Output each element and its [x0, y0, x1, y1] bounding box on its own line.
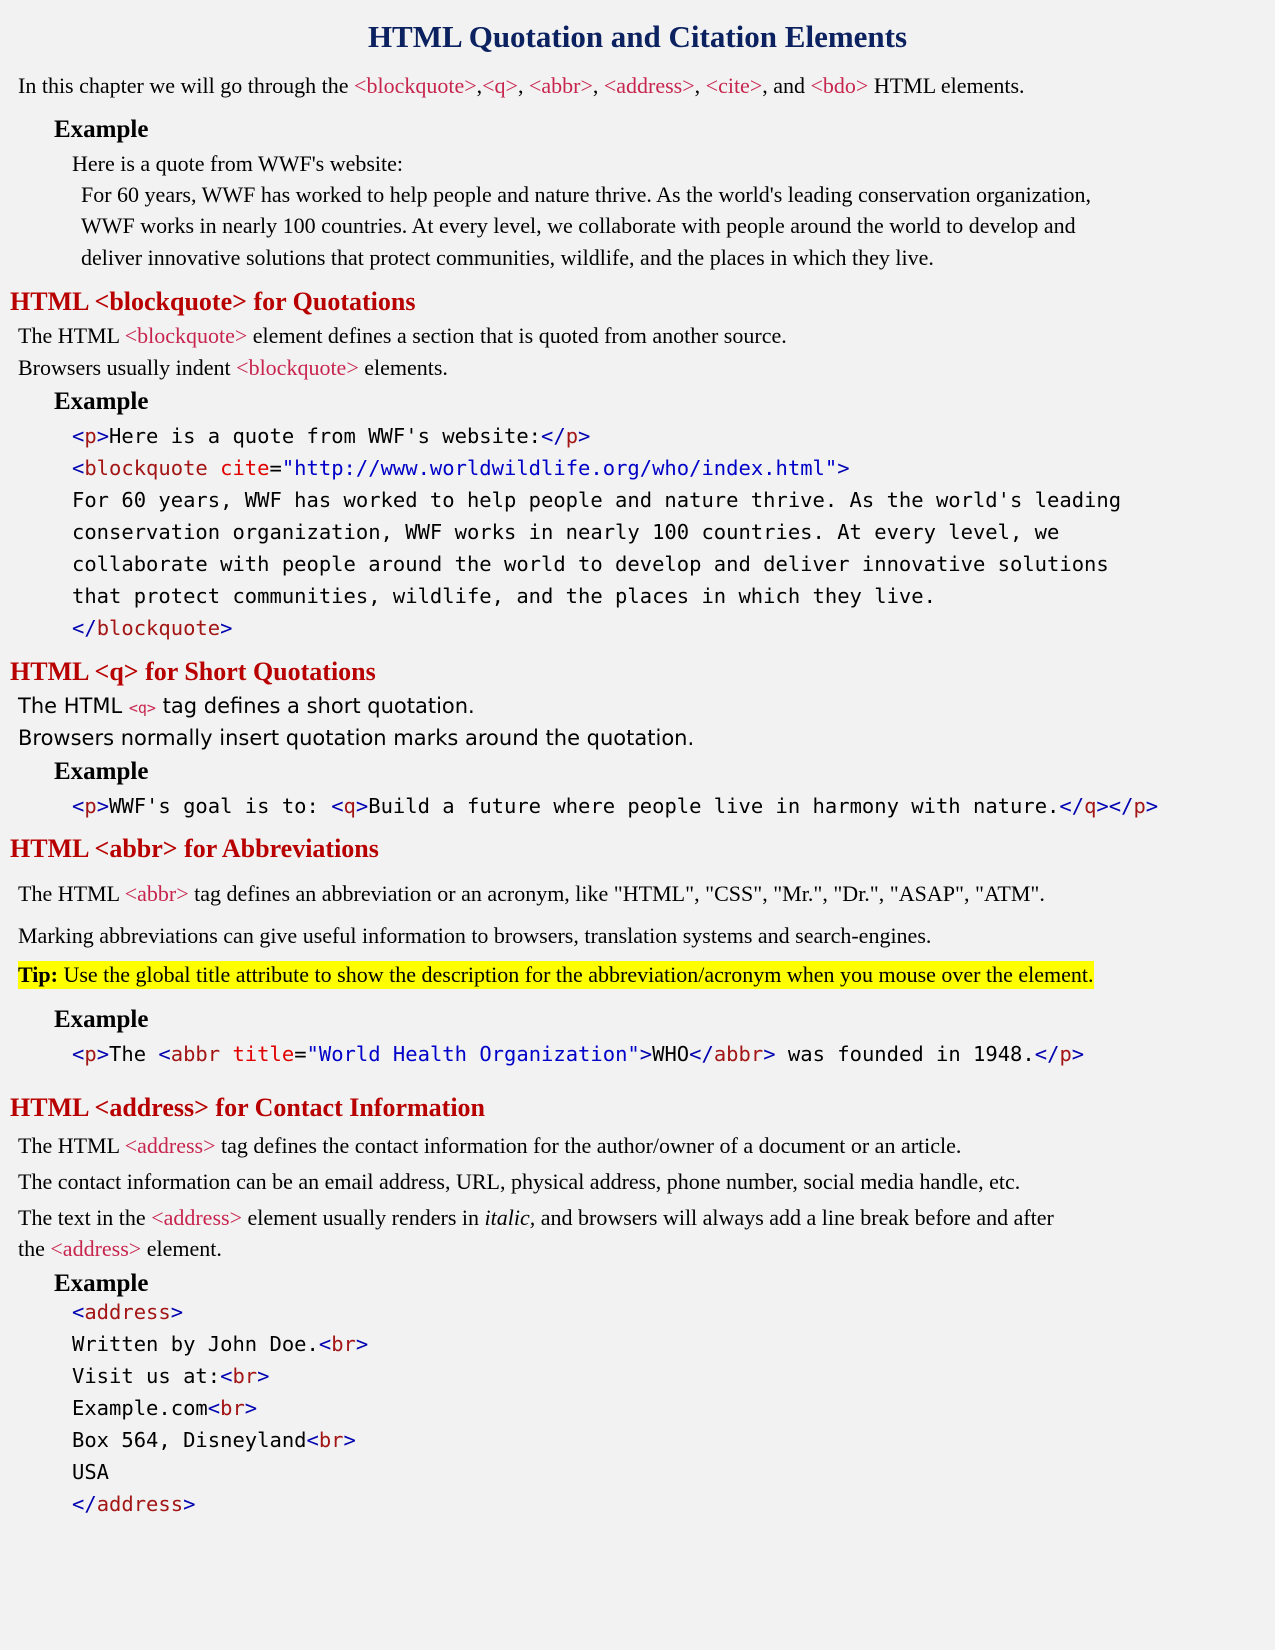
section-heading-address: HTML <address> for Contact Information [10, 1093, 486, 1122]
text-segment: HTML elements. [868, 73, 1025, 98]
text-segment: > [837, 456, 850, 480]
paragraph [18, 353, 448, 383]
text-segment: <abbr> [528, 73, 593, 98]
text-segment: <address> [151, 1205, 242, 1230]
paragraph [18, 723, 694, 753]
text-segment: Box 564, Disneyland [72, 1428, 307, 1452]
blockquote-line: deliver innovative solutions that protect communities, wildlife, and the places in which they live. [81, 245, 934, 270]
text-segment: p [1059, 1042, 1072, 1066]
text-segment: > [96, 424, 110, 448]
text-segment: </ [689, 1042, 714, 1066]
text-segment: br [318, 1428, 344, 1452]
text-segment: <cite> [705, 73, 763, 98]
code-line [72, 549, 1109, 579]
code-line [72, 421, 590, 451]
text-segment: The HTML [18, 694, 129, 718]
text-segment: > [1145, 794, 1159, 818]
text-segment: < [331, 794, 344, 818]
section-heading-q: HTML <q> for Short Quotations [10, 657, 376, 686]
text-segment: abbr [713, 1042, 764, 1066]
text-segment: p [565, 424, 579, 448]
paragraph [18, 691, 475, 723]
text-segment: < [72, 424, 85, 448]
text-segment: q [343, 794, 356, 818]
text-segment: address [84, 1300, 171, 1324]
text-segment: > [96, 1042, 110, 1066]
text-segment: abbr [170, 1042, 221, 1066]
text-segment: br [232, 1364, 258, 1388]
example-lead: Here is a quote from WWF's website: [72, 151, 404, 176]
text-segment: Use the global title attribute to show the description for the abbreviation/acronym when you mouse over the element. [57, 962, 1094, 987]
text-segment: "http://www.worldwildlife.org/who/index.html" [281, 456, 838, 480]
text-segment: < [318, 1332, 332, 1356]
code-line [72, 1489, 195, 1519]
text-segment: < [72, 794, 85, 818]
text-segment: title [220, 1042, 295, 1066]
text-segment: and browsers will always add a line break before and after [535, 1205, 1054, 1230]
paragraph [18, 1234, 222, 1264]
code-line [72, 613, 232, 643]
text-segment: br [331, 1332, 356, 1356]
text-segment: Written by John Doe. [72, 1332, 319, 1356]
text-segment: > [220, 616, 233, 640]
text-segment: , [592, 73, 604, 98]
paragraph [18, 1167, 1020, 1197]
blockquote-line: WWF works in nearly 100 countries. At every level, we collaborate with people around the world to develop and [81, 213, 1076, 238]
text-segment: The HTML [18, 1133, 125, 1158]
text-segment: blockquote [96, 616, 221, 640]
text-segment: </ [72, 616, 97, 640]
page-title: HTML Quotation and Citation Elements [367, 19, 908, 54]
text-segment: The text in the [18, 1205, 152, 1230]
text-segment: tag defines the contact information for the author/owner of a document or an article. [215, 1133, 962, 1158]
section-heading-blockquote: HTML <blockquote> for Quotations [10, 287, 416, 316]
text-segment: < [72, 1300, 85, 1324]
example-label: Example [54, 1006, 149, 1033]
tip-highlight [18, 961, 1094, 989]
text-segment: q [1084, 794, 1097, 818]
text-segment: > [170, 1300, 184, 1324]
code-line [72, 1425, 356, 1455]
code-line [72, 1297, 183, 1327]
text-segment: Example.com [72, 1396, 208, 1420]
text-segment: USA [72, 1460, 110, 1484]
code-line [72, 1457, 109, 1487]
example-label: Example [54, 1270, 149, 1297]
text-segment: p [1133, 794, 1146, 818]
section-heading-abbr: HTML <abbr> for Abbreviations [10, 834, 379, 863]
text-segment: the [18, 1236, 51, 1261]
example-label: Example [54, 116, 149, 143]
text-segment: br [220, 1396, 245, 1420]
text-segment: Build a future where people live in harmony with nature. [368, 794, 1060, 818]
text-segment: <abbr> [124, 881, 189, 906]
text-segment: <q> [128, 699, 156, 717]
text-segment: > [578, 424, 591, 448]
text-segment: elements. [358, 355, 448, 380]
text-segment: <q> [482, 73, 518, 98]
text-segment: </ [1034, 1042, 1060, 1066]
text-segment: </ [541, 424, 566, 448]
text-segment: , and [762, 73, 811, 98]
text-segment: WWF's goal is to: [109, 794, 332, 818]
text-segment: blockquote [84, 456, 208, 480]
text-segment: that protect communities, wildlife, and the places in which they live. [72, 584, 936, 608]
text-segment: = [269, 456, 282, 480]
text-segment: p [84, 1042, 97, 1066]
text-segment: > [183, 1492, 196, 1516]
text-segment: , [517, 73, 529, 98]
text-segment: In this chapter we will go through the [18, 73, 355, 98]
paragraph [18, 1203, 1054, 1233]
code-line [72, 485, 1121, 515]
example-label: Example [54, 758, 149, 785]
text-segment: < [72, 1042, 85, 1066]
text-segment: cite [207, 456, 270, 480]
text-segment: , [476, 73, 483, 98]
paragraph [18, 879, 1045, 909]
text-segment: Tip: [18, 962, 58, 987]
text-segment: Browsers normally insert quotation marks around the quotation. [18, 726, 695, 750]
text-segment: < [72, 456, 85, 480]
text-segment: < [207, 1396, 221, 1420]
text-segment: > [763, 1042, 776, 1066]
blockquote-line: For 60 years, WWF has worked to help people and nature thrive. As the world's leading conservation organization, [81, 182, 1092, 207]
text-segment: "World Health Organization" [306, 1042, 640, 1066]
paragraph [18, 321, 787, 351]
text-segment: > [355, 1332, 369, 1356]
text-segment: <blockquote> [236, 355, 359, 380]
text-segment: , [694, 73, 706, 98]
text-segment: p [84, 794, 97, 818]
text-segment: collaborate with people around the world to develop and deliver innovative solutions [72, 552, 1109, 576]
text-segment: p [84, 424, 97, 448]
text-segment: element defines a section that is quoted from another source. [247, 323, 787, 348]
text-segment: conservation organization, WWF works in nearly 100 countries. At every level, we [72, 520, 1060, 544]
text-segment: element usually renders in [241, 1205, 485, 1230]
text-segment: > [96, 794, 110, 818]
code-line [72, 1329, 368, 1359]
text-segment: address [96, 1492, 184, 1516]
text-segment: The HTML [18, 323, 125, 348]
text-segment: The HTML [18, 881, 125, 906]
text-segment: < [220, 1364, 233, 1388]
text-segment: was founded in 1948. [775, 1042, 1035, 1066]
code-line [72, 581, 936, 611]
paragraph [18, 921, 931, 951]
paragraph [18, 1131, 961, 1161]
text-segment: Visit us at: [72, 1364, 221, 1388]
text-segment: element. [141, 1236, 222, 1261]
text-segment: > [343, 1428, 356, 1452]
code-line [72, 1039, 1084, 1069]
code-line [72, 517, 1059, 547]
text-segment: italic, [484, 1205, 536, 1230]
text-segment: <blockquote> [354, 73, 477, 98]
text-segment: <address> [50, 1236, 142, 1261]
code-line [72, 453, 850, 483]
text-segment: <bdo> [810, 73, 869, 98]
text-segment: tag defines an abbreviation or an acronym, like "HTML", "CSS", "Mr.", "Dr.", "ASAP", "ATM". [188, 881, 1045, 906]
text-segment: For 60 years, WWF has worked to help people and nature thrive. As the world's leading [72, 488, 1122, 512]
text-segment: <address> [603, 73, 695, 98]
text-segment: > [244, 1396, 258, 1420]
text-segment: > [355, 794, 369, 818]
text-segment: > [1071, 1042, 1085, 1066]
text-segment: </ [72, 1492, 97, 1516]
code-line [72, 1393, 257, 1423]
text-segment: <address> [124, 1133, 216, 1158]
text-segment: Here is a quote from WWF's website: [109, 424, 542, 448]
text-segment: Marking abbreviations can give useful information to browsers, translation systems and search-engines. [18, 923, 932, 948]
text-segment: tag defines a short quotation. [155, 694, 475, 718]
text-segment: ></ [1096, 794, 1134, 818]
text-segment: WHO [652, 1042, 690, 1066]
text-segment: < [158, 1042, 171, 1066]
text-segment: The contact information can be an email address, URL, physical address, phone number, social media handle, etc. [18, 1169, 1021, 1194]
text-segment: < [306, 1428, 319, 1452]
text-segment: > [257, 1364, 270, 1388]
text-segment: Browsers usually indent [18, 355, 237, 380]
text-segment: </ [1059, 794, 1085, 818]
code-line [72, 1361, 269, 1391]
text-segment: = [294, 1042, 307, 1066]
code-line [72, 791, 1158, 821]
intro-paragraph [18, 71, 1025, 101]
text-segment: > [639, 1042, 653, 1066]
text-segment: <blockquote> [124, 323, 248, 348]
text-segment: The [109, 1042, 159, 1066]
example-label: Example [54, 388, 149, 415]
